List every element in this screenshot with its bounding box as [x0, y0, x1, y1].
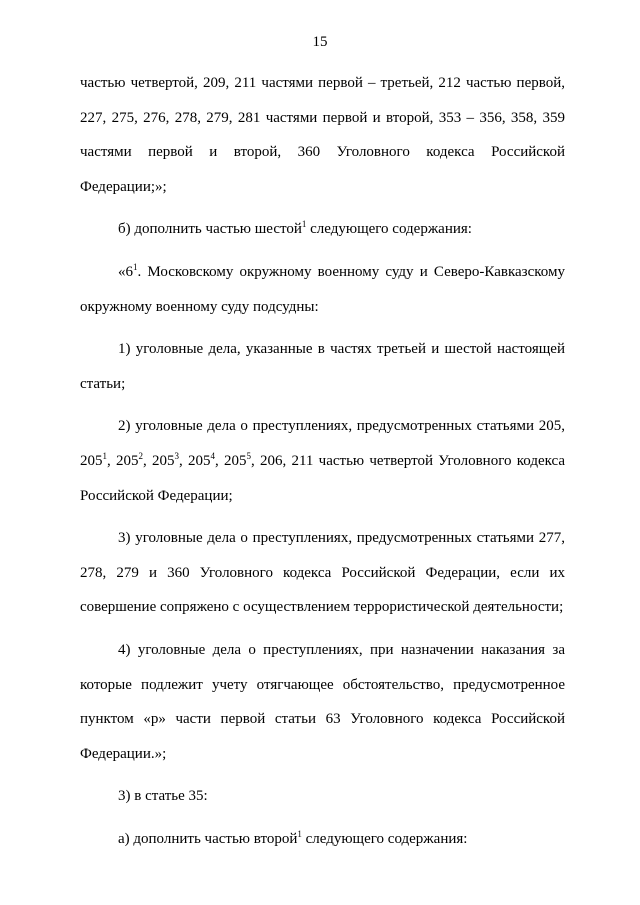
text-run: . Московскому окружному военному суду и Северо-Кавказскому окружному военному суду подсудны:	[80, 263, 565, 315]
superscript: 1	[102, 450, 107, 461]
text-run: 2) уголовные дела о преступлениях, предусмотренных статьями 205, 205	[80, 418, 565, 469]
paragraph-item-1: 1) уголовные дела, указанные в частях третьей и шестой настоящей статьи;	[80, 341, 565, 392]
paragraph-item-3: 3) уголовные дела о преступлениях, предусмотренных статьями 277, 278, 279 и 360 Уголовного кодекса Российской Федерации, если их совершение сопряжено с осуществлением террористической деятельности;	[80, 530, 565, 616]
text-run: , 205	[215, 452, 247, 469]
page-number: 15	[312, 34, 328, 50]
superscript: 4	[210, 450, 215, 461]
text-run: , 205	[107, 452, 139, 469]
paragraph-article-35: 3) в статье 35:	[118, 788, 208, 805]
superscript: 1	[133, 261, 138, 272]
text-run: , 205	[179, 452, 211, 469]
paragraph-amendment-b	[80, 212, 565, 247]
text-run: , 206, 211 частью четвертой Уголовного кодекса Российской Федерации;	[80, 452, 566, 504]
text-run: а) дополнить частью второй	[118, 830, 298, 847]
superscript: 1	[301, 219, 307, 230]
paragraph-item-4: 4) уголовные дела о преступлениях, при назначении наказания за которые подлежит учету отягчающее обстоятельство, предусмотренное пунктом «р» части первой статьи 63 Уголовного кодекса Российской Федерации.»;	[80, 641, 565, 762]
paragraph-amendment-a	[80, 822, 565, 857]
text-run: б) дополнить частью шестой	[118, 221, 302, 238]
text-run: следующего содержания:	[301, 830, 468, 847]
superscript: 2	[138, 450, 143, 461]
superscript: 3	[174, 450, 179, 461]
text-run: следующего содержания:	[306, 221, 472, 238]
paragraph-item-2	[80, 409, 565, 513]
document-body	[80, 66, 565, 856]
paragraph-continuation: частью четвертой, 209, 211 частями первой – третьей, 212 частью первой, 227, 275, 276, 278, 279, 281 частями первой и второй, 353 – 356, 358, 359 частями первой и второй, 360 Уголовного кодекса Российской Федерации;»;	[80, 75, 565, 195]
superscript: 1	[297, 828, 302, 839]
superscript: 5	[246, 450, 251, 461]
text-run: , 205	[143, 452, 175, 469]
text-run: «6	[118, 263, 133, 280]
paragraph-part-6-1	[80, 255, 565, 324]
